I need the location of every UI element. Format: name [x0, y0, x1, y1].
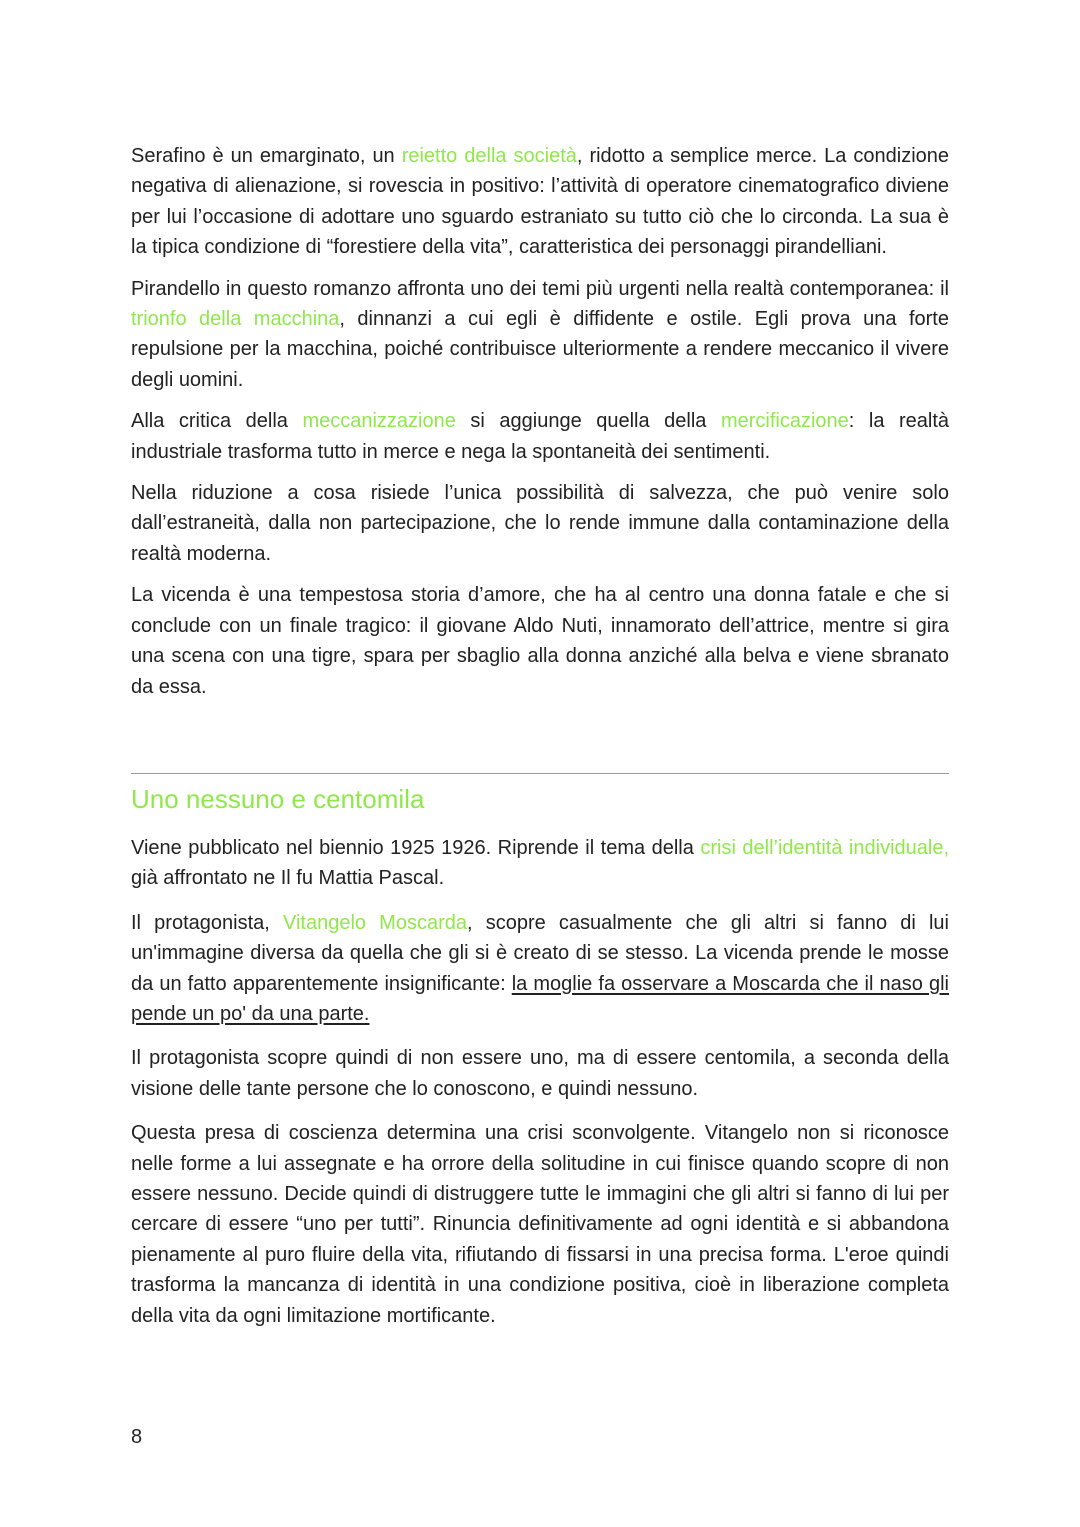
highlighted-term: meccanizzazione [302, 410, 456, 433]
paragraph [131, 1043, 949, 1104]
section-divider [131, 773, 949, 774]
text-run: , ridotto a semplice merce. La condizione negativa di alienazione, si rovescia in positivo: l’attività di operatore cinematografico diviene per lui l’occasione di adottare uno sguardo estraniato su tutto ciò che lo circonda. La sua è la tipica condizione di “forestiere della vita”, caratteristica dei personaggi pirandelliani. [131, 145, 950, 259]
section-heading: Uno nessuno e centomila [131, 783, 425, 814]
highlighted-term: mercificazione [720, 410, 849, 433]
highlighted-term: trionfo della macchina [131, 308, 340, 331]
paragraph [131, 908, 949, 1030]
paragraph [131, 1118, 949, 1331]
text-run: Pirandello in questo romanzo affronta uno dei temi più urgenti nella realtà contemporanea: il [131, 277, 949, 300]
document-page [131, 141, 949, 1331]
text-run: Il protagonista, [131, 911, 283, 934]
text-run: Il protagonista scopre quindi di non essere uno, ma di essere centomila, a seconda della visione delle tante persone che lo conoscono, e quindi nessuno. [131, 1047, 949, 1100]
text-run: già affrontato ne Il fu Mattia Pascal. [131, 867, 445, 890]
text-run: : la realtà industriale trasforma tutto in merce e nega la spontaneità dei sentimenti. [131, 410, 950, 463]
text-run: , scopre casualmente che gli altri si fanno di lui un'immagine diversa da quella che gli si è creato di se stesso. La vicenda prende le mosse da un fatto apparentemente insignificante: [131, 911, 950, 995]
text-run: Questa presa di coscienza determina una crisi sconvolgente. Vitangelo non si riconosce nelle forme a lui assegnate e ha orrore della solitudine in cui finisce quando scopre di non essere nessuno. Decide quindi di distruggere tutte le immagini che gli altri si fanno di lui per cercare di essere “uno per tutti”. Rinuncia definitivamente ad ogni identità e si abbandona pienamente al puro fluire della vita, rifiutando di fissarsi in una precisa forma. L'eroe quindi trasforma la mancanza di identità in una condizione positiva, cioè in liberazione completa della vita da ogni limitazione mortificante. [131, 1122, 949, 1327]
highlighted-term: crisi dell’identità individuale, [700, 836, 949, 859]
underlined-sentence: la moglie fa osservare a Moscarda che il naso gli pende un po' da una parte. [131, 972, 949, 1025]
text-run: , dinnanzi a cui egli è diffidente e ostile. Egli prova una forte repulsione per la macchina, poiché contribuisce ulteriormente a rendere meccanico il vivere degli uomini. [131, 308, 949, 391]
paragraph [131, 274, 949, 396]
paragraph [131, 478, 949, 569]
highlighted-term: reietto della società [401, 145, 577, 167]
text-run: si aggiunge quella della [455, 410, 721, 433]
highlighted-term: Vitangelo Moscarda [282, 911, 467, 934]
text-run: Viene pubblicato nel biennio 1925 1926. Riprende il tema della [131, 836, 701, 859]
paragraph [131, 833, 949, 894]
paragraph [131, 141, 949, 263]
text-run: Alla critica della [131, 410, 303, 433]
text-run: La vicenda è una tempestosa storia d’amore, che ha al centro una donna fatale e che si conclude con un finale tragico: il giovane Aldo Nuti, innamorato dell’attrice, mentre si gira una scena con una tigre, spara per sbaglio alla donna anziché alla belva e viene sbranato da essa. [131, 584, 949, 698]
text-run: Nella riduzione a cosa risiede l’unica possibilità di salvezza, che può venire solo dall’estraneità, dalla non partecipazione, che lo rende immune dalla contaminazione della realtà moderna. [131, 482, 949, 565]
section-body [131, 833, 949, 1331]
top-section [131, 141, 949, 702]
page-number: 8 [131, 1426, 143, 1448]
paragraph [131, 406, 949, 467]
text-run: Serafino è un emarginato, un [131, 145, 402, 167]
paragraph [131, 580, 949, 702]
